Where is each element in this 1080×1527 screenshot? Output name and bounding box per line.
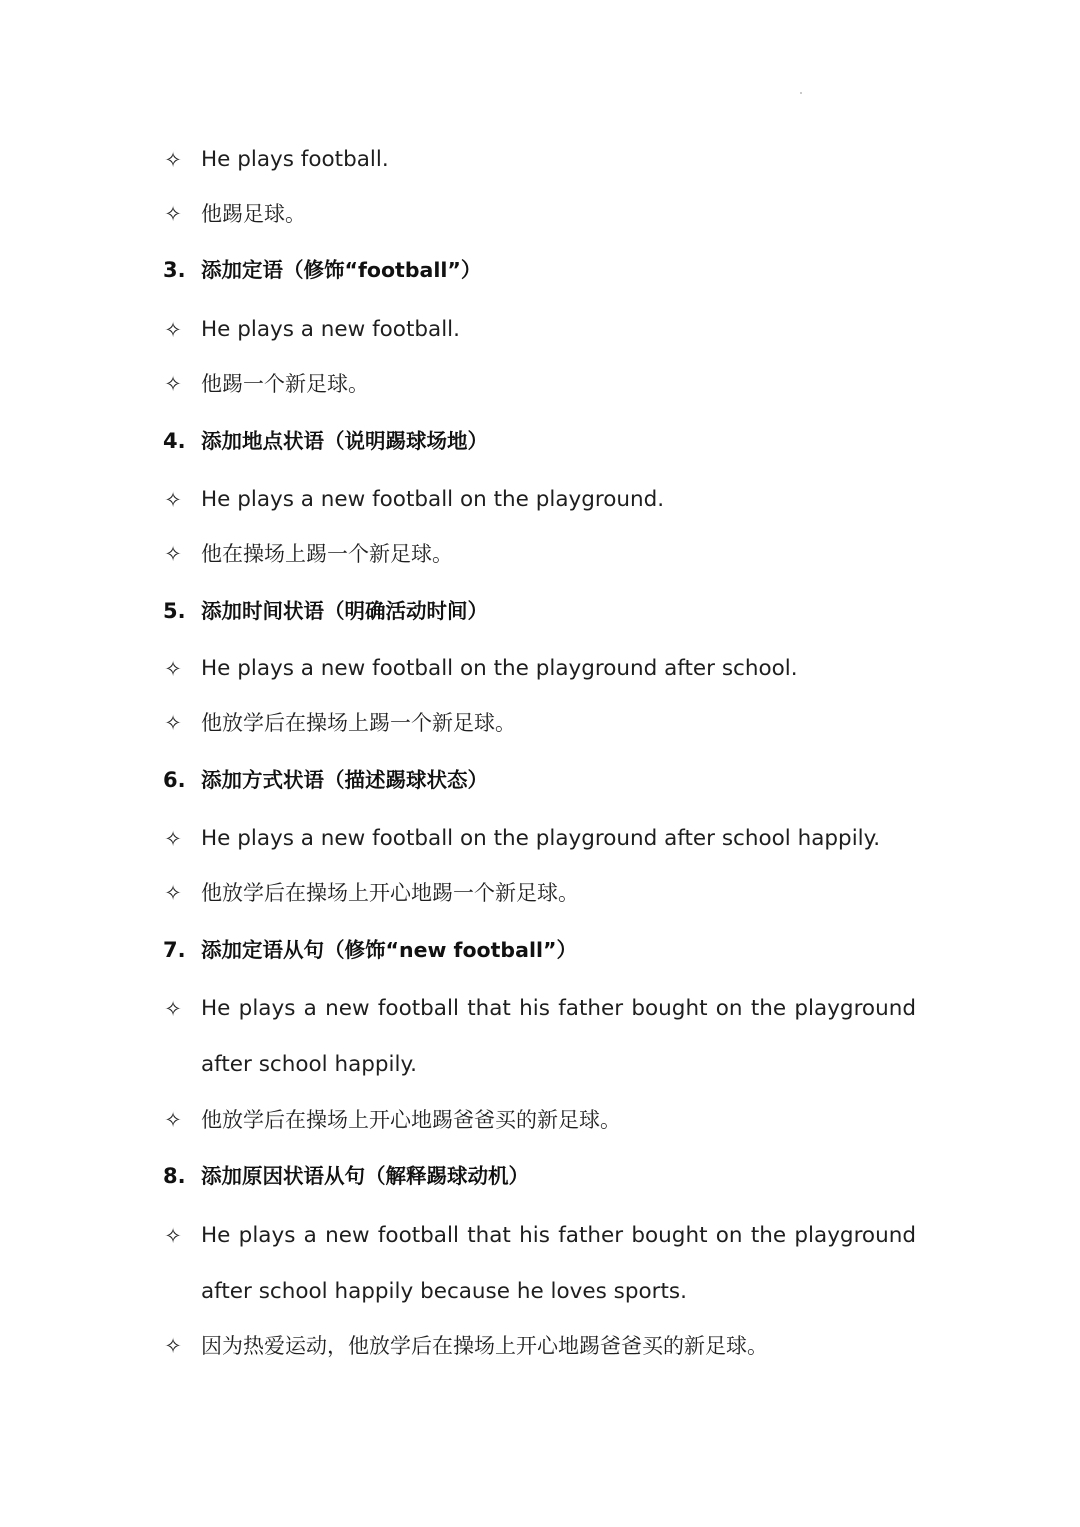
diamond-bullet-icon: ✧	[164, 997, 182, 1021]
sentence-cn: 他在操场上踢一个新足球。	[201, 542, 453, 566]
sentence-en: He plays a new football that his father bought on the playground	[201, 996, 916, 1021]
diamond-bullet-icon: ✧	[164, 881, 182, 905]
diamond-bullet-icon: ✧	[164, 1108, 182, 1132]
diamond-bullet-icon: ✧	[164, 657, 182, 681]
sentence-en: He plays a new football that his father bought on the playground	[201, 1223, 916, 1248]
section-number: 8.	[163, 1164, 186, 1188]
sentence-cn: 他踢足球。	[201, 202, 306, 226]
section-heading: 添加地点状语（说明踢球场地）	[201, 429, 488, 453]
diamond-bullet-icon: ✧	[164, 488, 182, 512]
diamond-bullet-icon: ✧	[164, 827, 182, 851]
diamond-bullet-icon: ✧	[164, 372, 182, 396]
section-heading: 添加时间状语（明确活动时间）	[201, 599, 488, 623]
section-heading: 添加原因状语从句（解释踢球动机）	[201, 1164, 529, 1188]
sentence-cn: 他放学后在操场上开心地踢爸爸买的新足球。	[201, 1108, 621, 1132]
diamond-bullet-icon: ✧	[164, 318, 182, 342]
section-number: 3.	[163, 258, 186, 282]
sentence-cn: 他踢一个新足球。	[201, 372, 369, 396]
section-number: 5.	[163, 599, 186, 623]
section-number: 7.	[163, 938, 186, 962]
section-heading: 添加定语从句（修饰“new football”）	[201, 938, 577, 962]
sentence-en: He plays a new football on the playground after school happily.	[201, 826, 881, 851]
sentence-cn: 因为热爱运动，他放学后在操场上开心地踢爸爸买的新足球。	[201, 1334, 768, 1358]
diamond-bullet-icon: ✧	[164, 711, 182, 735]
section-heading: 添加方式状语（描述踢球状态）	[201, 768, 488, 792]
section-number: 6.	[163, 768, 186, 792]
sentence-en: He plays football.	[201, 147, 389, 172]
scan-speck	[800, 92, 802, 94]
section-number: 4.	[163, 429, 186, 453]
sentence-en-continuation: after school happily.	[201, 1052, 417, 1077]
sentence-en: He plays a new football on the playground.	[201, 487, 665, 512]
diamond-bullet-icon: ✧	[164, 1224, 182, 1248]
sentence-en-continuation: after school happily because he loves sports.	[201, 1279, 687, 1304]
diamond-bullet-icon: ✧	[164, 202, 182, 226]
diamond-bullet-icon: ✧	[164, 1334, 182, 1358]
sentence-cn: 他放学后在操场上开心地踢一个新足球。	[201, 881, 579, 905]
section-heading: 添加定语（修饰“football”）	[201, 258, 482, 282]
sentence-en: He plays a new football on the playground after school.	[201, 656, 798, 681]
sentence-cn: 他放学后在操场上踢一个新足球。	[201, 711, 516, 735]
sentence-en: He plays a new football.	[201, 317, 460, 342]
diamond-bullet-icon: ✧	[164, 148, 182, 172]
diamond-bullet-icon: ✧	[164, 542, 182, 566]
